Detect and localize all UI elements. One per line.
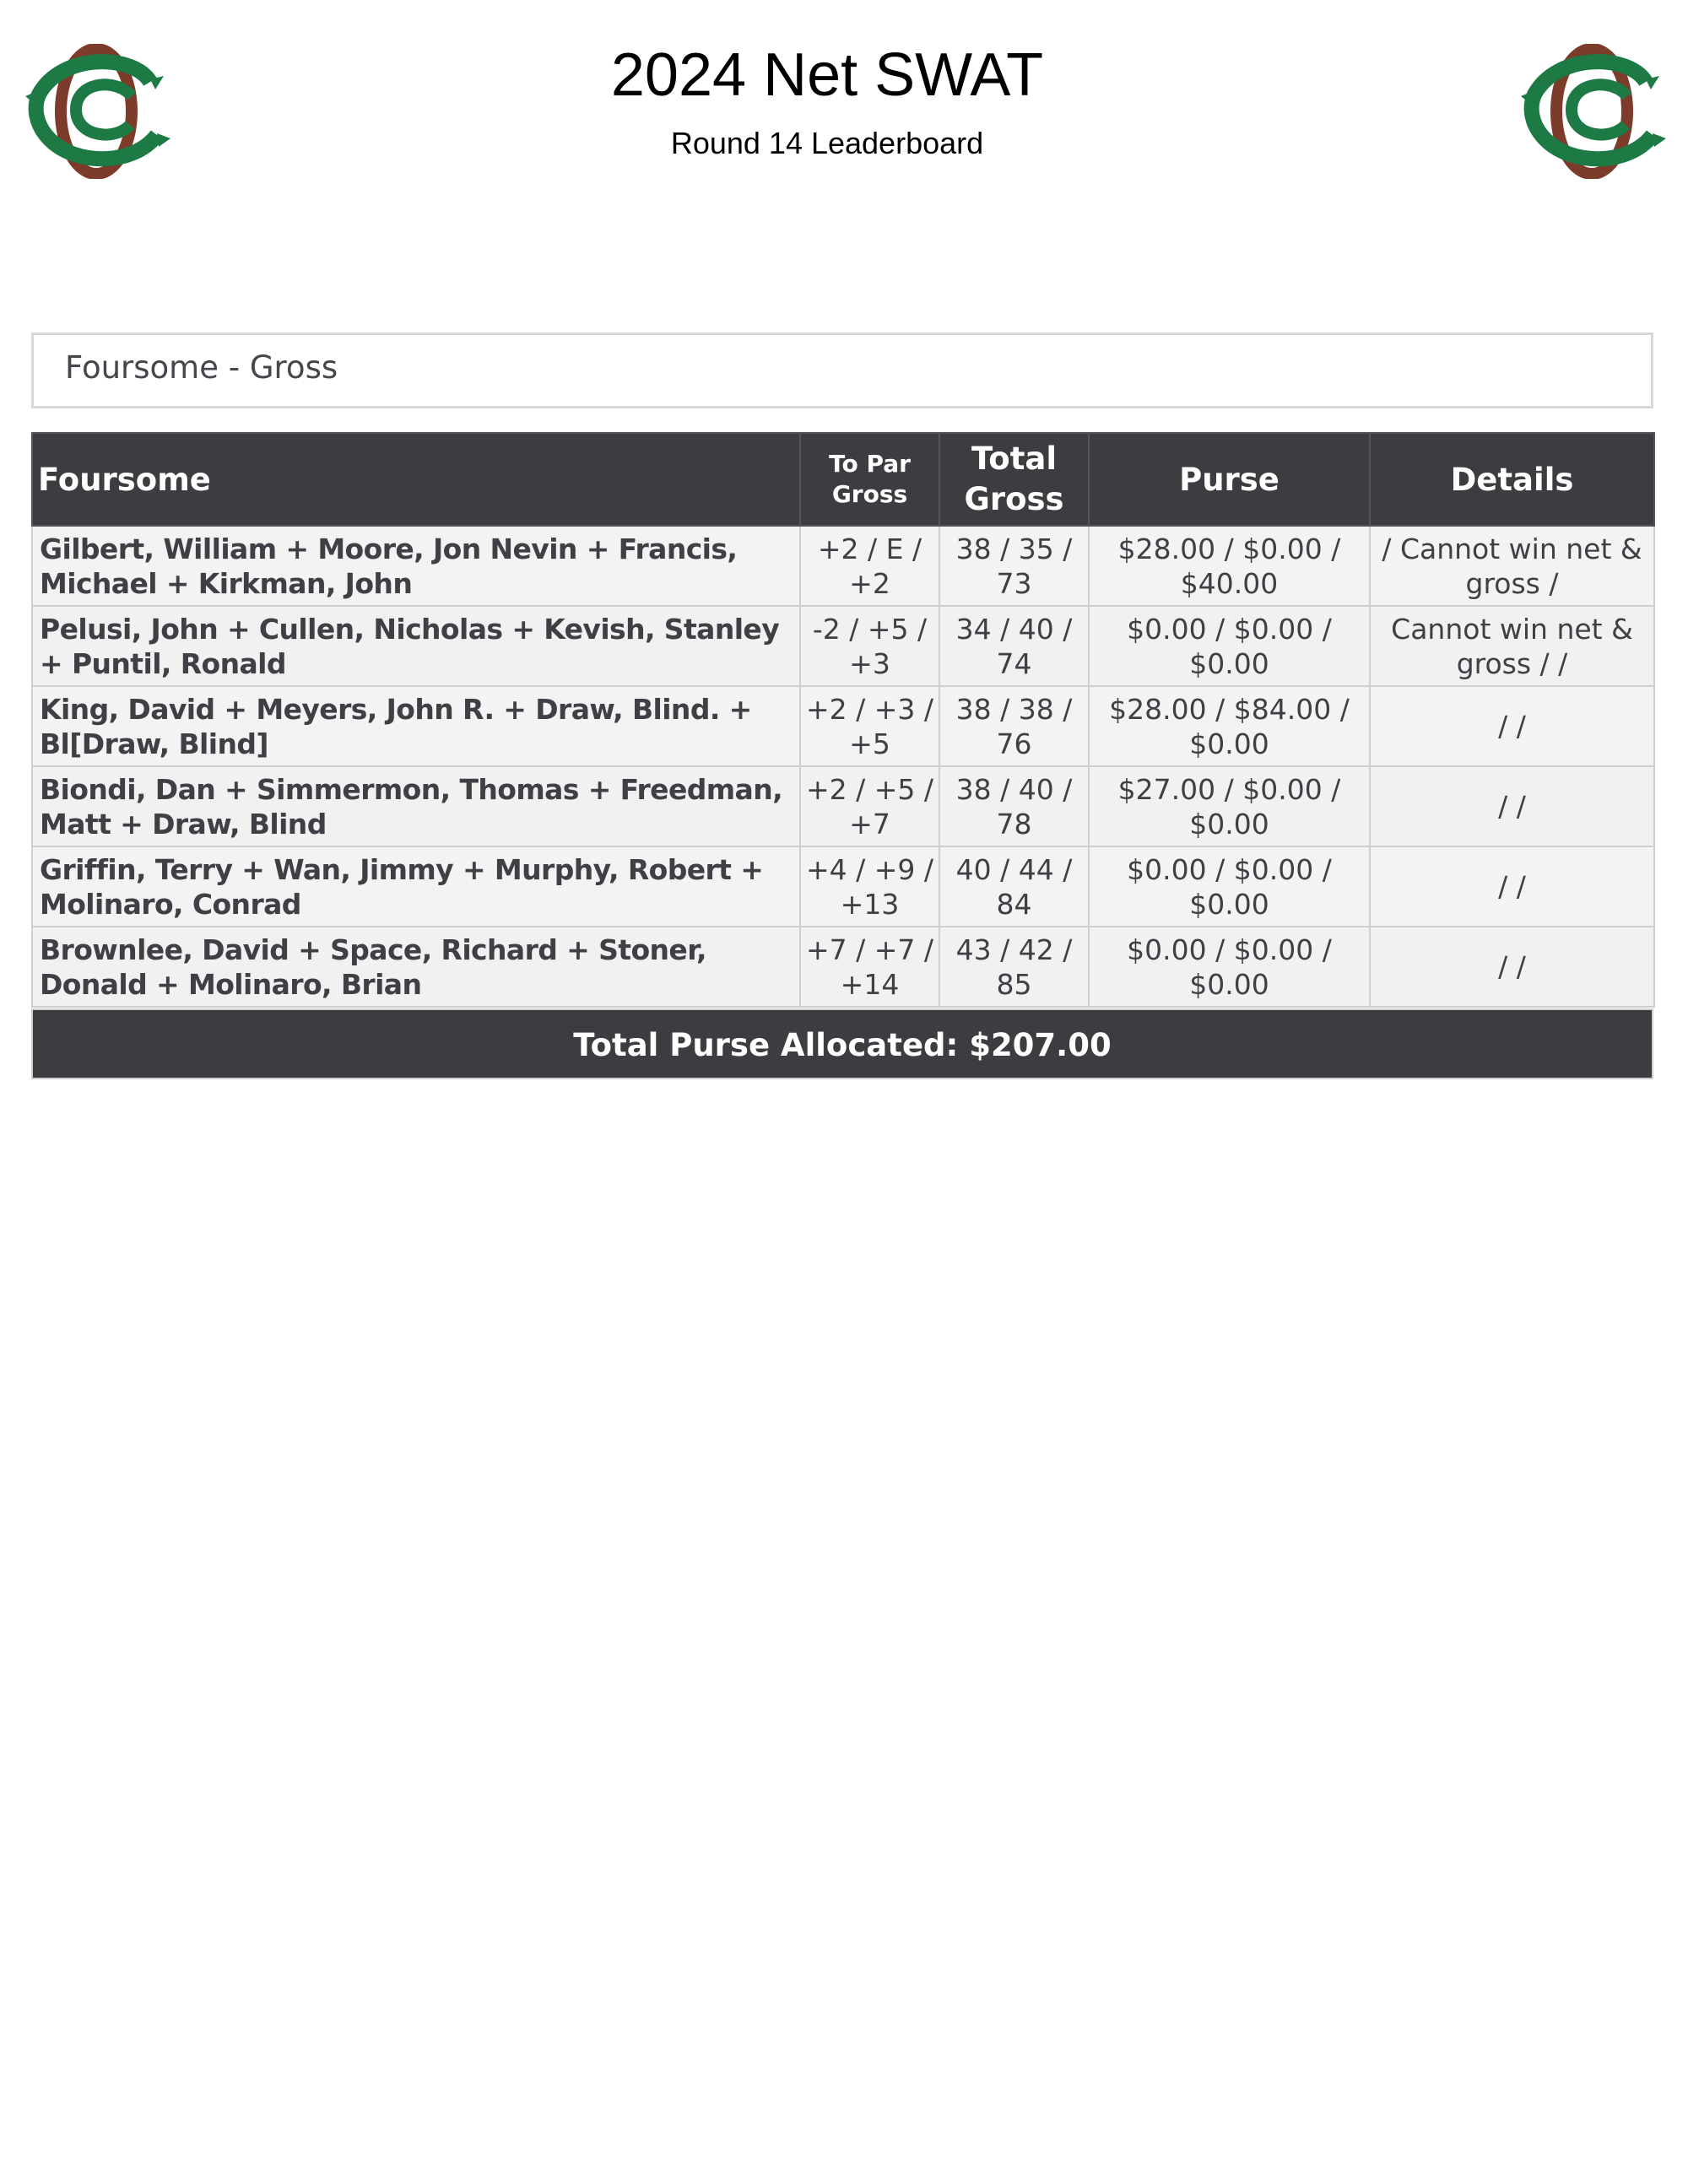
purse-cell: $28.00 / $0.00 / $40.00: [1089, 526, 1370, 606]
foursome-cell: Gilbert, William + Moore, Jon Nevin + Francis, Michael + Kirkman, John: [32, 526, 800, 606]
foursome-cell: Pelusi, John + Cullen, Nicholas + Kevish, Stanley + Puntil, Ronald: [32, 606, 800, 686]
details-cell: / /: [1370, 766, 1654, 846]
header: [0, 37, 1654, 164]
total-purse-bar: Total Purse Allocated: $207.00: [31, 1008, 1653, 1079]
table-row: [32, 686, 1654, 766]
column-header-label: To Par: [829, 450, 911, 478]
table-row: [32, 526, 1654, 606]
purse-cell: $28.00 / $84.00 / $0.00: [1089, 686, 1370, 766]
table-row: [32, 927, 1654, 1007]
details-cell: Cannot win net & gross / /: [1370, 606, 1654, 686]
total-gross-cell: 40 / 44 / 84: [939, 846, 1089, 927]
column-header-foursome: Foursome: [32, 433, 800, 526]
to-par-cell: -2 / +5 / +3: [800, 606, 939, 686]
column-header-details: Details: [1370, 433, 1654, 526]
purse-cell: $0.00 / $0.00 / $0.00: [1089, 606, 1370, 686]
foursome-cell: Biondi, Dan + Simmermon, Thomas + Freedman, Matt + Draw, Blind: [32, 766, 800, 846]
column-header-purse: Purse: [1089, 433, 1370, 526]
total-gross-cell: 38 / 40 / 78: [939, 766, 1089, 846]
to-par-cell: +7 / +7 / +14: [800, 927, 939, 1007]
column-header-label: Gross: [831, 480, 908, 508]
details-cell: / /: [1370, 686, 1654, 766]
foursome-cell: King, David + Meyers, John R. + Draw, Blind. + Bl[Draw, Blind]: [32, 686, 800, 766]
purse-cell: $0.00 / $0.00 / $0.00: [1089, 846, 1370, 927]
table-header-row: [32, 433, 1654, 526]
page-title: 2024 Net SWAT: [610, 41, 1044, 109]
details-cell: / /: [1370, 846, 1654, 927]
section-title: Foursome - Gross: [65, 349, 338, 386]
foursome-cell: Griffin, Terry + Wan, Jimmy + Murphy, Robert + Molinaro, Conrad: [32, 846, 800, 927]
logo-text: OCC: [24, 44, 26, 45]
table-row: [32, 766, 1654, 846]
total-gross-cell: 38 / 38 / 76: [939, 686, 1089, 766]
column-header-label: Total: [971, 441, 1058, 477]
total-gross-cell: 43 / 42 / 85: [939, 927, 1089, 1007]
section-header: [31, 332, 1653, 408]
to-par-cell: +4 / +9 / +13: [800, 846, 939, 927]
table-row: [32, 606, 1654, 686]
column-header-to-par-gross: [800, 433, 939, 526]
to-par-cell: +2 / +5 / +7: [800, 766, 939, 846]
purse-cell: $27.00 / $0.00 / $0.00: [1089, 766, 1370, 846]
foursome-cell: Brownlee, David + Space, Richard + Stoner, Donald + Molinaro, Brian: [32, 927, 800, 1007]
total-gross-cell: 34 / 40 / 74: [939, 606, 1089, 686]
to-par-cell: +2 / +3 / +5: [800, 686, 939, 766]
to-par-cell: +2 / E / +2: [800, 526, 939, 606]
column-header-total-gross: [939, 433, 1089, 526]
details-cell: / /: [1370, 927, 1654, 1007]
purse-cell: $0.00 / $0.00 / $0.00: [1089, 927, 1370, 1007]
page-subtitle: Round 14 Leaderboard: [670, 126, 984, 160]
details-cell: / Cannot win net & gross /: [1370, 526, 1654, 606]
column-header-label: Gross: [964, 481, 1064, 517]
table-row: [32, 846, 1654, 927]
total-gross-cell: 38 / 35 / 73: [939, 526, 1089, 606]
leaderboard-table: [31, 432, 1655, 1008]
